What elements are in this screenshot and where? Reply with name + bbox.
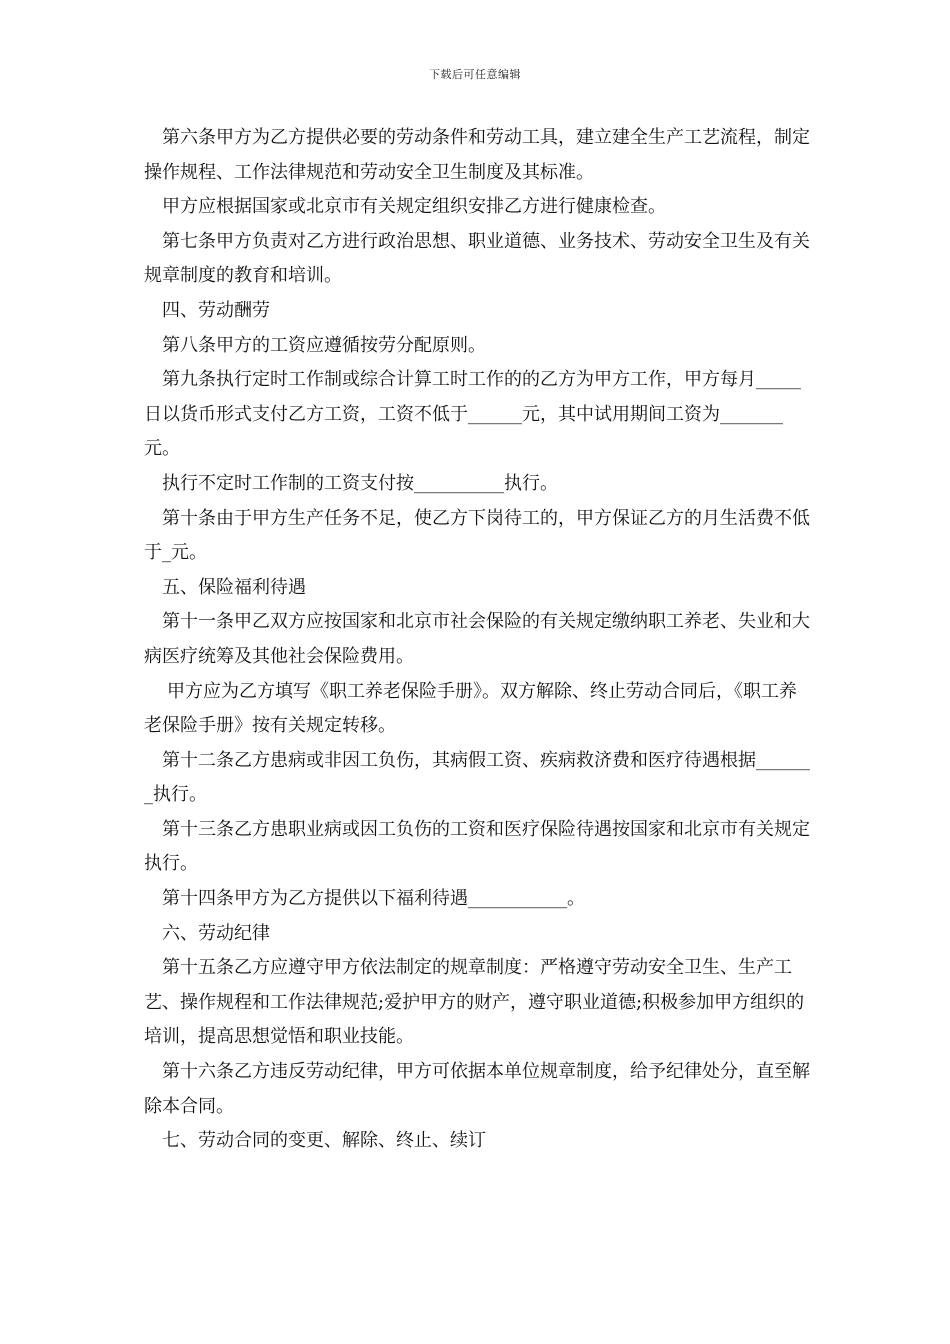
section-heading-7: 七、劳动合同的变更、解除、终止、续订 (162, 1130, 486, 1152)
paragraph-article-13: 第十三条乙方患职业病或因工负伤的工资和医疗保险待遇按国家和北京市有关规定执行。 (144, 818, 810, 875)
paragraph-article-6: 第六条甲方为乙方提供必要的劳动条件和劳动工具，建立建全生产工艺流程，制定操作规程、工作法律规范和劳动安全卫生制度及其标准。 (144, 127, 810, 183)
paragraph-health-check: 甲方应根据国家或北京市有关规定组织安排乙方进行健康检查。 (162, 196, 666, 218)
paragraph-article-15: 第十五条乙方应遵守甲方依法制定的规章制度：严格遵守劳动安全卫生、生产工艺、操作规程和工作法律规范;爱护甲方的财产，遵守职业道德;积极参加甲方组织的培训，提高思想觉悟和职业技能。 (144, 957, 805, 1048)
paragraph-non-fixed-hours: 执行不定时工作制的工资支付按__________执行。 (162, 472, 558, 494)
page-header: 下载后可任意编辑 (429, 68, 521, 81)
paragraph-article-14: 第十四条甲方为乙方提供以下福利待遇___________。 (162, 888, 585, 910)
paragraph-article-12: 第十二条乙方患病或非因工负伤，其病假工资、疾病救济费和医疗待遇根据_______执行。 (144, 749, 810, 806)
paragraph-article-7: 第七条甲方负责对乙方进行政治思想、职业道德、业务技术、劳动安全卫生及有关规章制度的教育和培训。 (144, 230, 810, 287)
paragraph-article-8: 第八条甲方的工资应遵循按劳分配原则。 (162, 334, 486, 356)
document-body (144, 121, 814, 1159)
section-heading-6: 六、劳动纪律 (162, 922, 270, 944)
paragraph-pension-handbook: 甲方应为乙方填写《职工养老保险手册》。双方解除、终止劳动合同后，《职工养老保险手册》按有关规定转移。 (144, 680, 797, 737)
paragraph-article-16: 第十六条乙方违反劳动纪律，甲方可依据本单位规章制度，给予纪律处分，直至解除本合同。 (144, 1061, 810, 1117)
paragraph-article-9: 第九条执行定时工作制或综合计算工时工作的的乙方为甲方工作，甲方每月_____日以货币形式支付乙方工资，工资不低于______元，其中试用期间工资为_______元。 (144, 369, 801, 460)
section-heading-5: 五、保险福利待遇 (162, 576, 306, 598)
section-heading-4: 四、劳动酬劳 (162, 299, 270, 321)
paragraph-article-10: 第十条由于甲方生产任务不足，使乙方下岗待工的，甲方保证乙方的月生活费不低于_元。 (144, 507, 810, 564)
paragraph-article-11: 第十一条甲乙双方应按国家和北京市社会保险的有关规定缴纳职工养老、失业和大病医疗统筹及其他社会保险费用。 (144, 611, 810, 667)
